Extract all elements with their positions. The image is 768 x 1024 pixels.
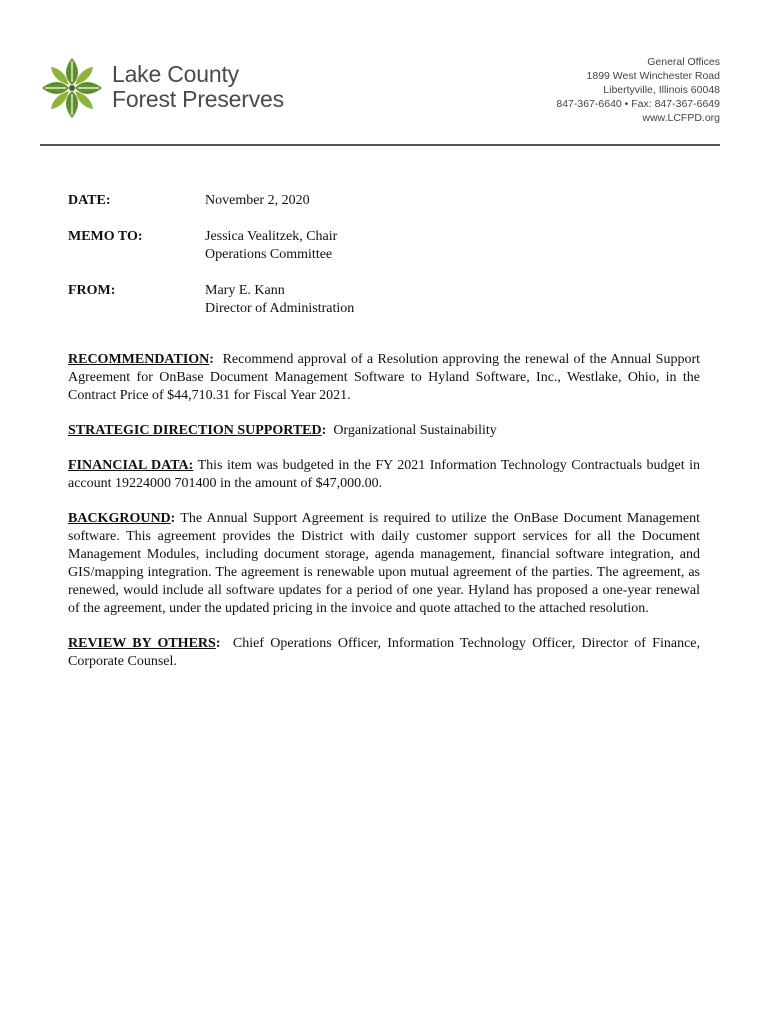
- memo-to-value: [205, 228, 337, 264]
- background-heading: BACKGROUND: [68, 511, 171, 526]
- org-name-line1: Lake County: [112, 61, 239, 87]
- office-contact-block: [556, 55, 720, 125]
- memo-header: [68, 192, 708, 336]
- strategic-paragraph: STRATEGIC DIRECTION SUPPORTED: Organizational Sustainability: [68, 423, 497, 438]
- recommendation-text: Recommend approval of a Resolution approving the renewal of the Annual Support Agreement for OnBase Document Management Software to Hyland Software, Inc., Westlake, Ohio, in the Contract Price of $44,710.31 for Fiscal Year 2021.: [68, 352, 700, 403]
- date-value: November 2, 2020: [205, 193, 310, 208]
- from-label: FROM:: [68, 283, 116, 298]
- from-row: [68, 282, 708, 318]
- review-paragraph: REVIEW BY OTHERS: Chief Operations Officer, Information Technology Officer, Director of Finance, Corporate Counsel.: [68, 636, 701, 669]
- from-title: Director of Administration: [205, 301, 355, 316]
- website-link[interactable]: www.LCFPD.org: [642, 112, 720, 124]
- phone-fax: 847-367-6640 • Fax: 847-367-6649: [556, 98, 720, 110]
- memo-to-name: Jessica Vealitzek, Chair: [205, 229, 338, 244]
- memo-body: [68, 351, 700, 688]
- date-label: DATE:: [68, 193, 111, 208]
- from-name: Mary E. Kann: [205, 283, 285, 298]
- header-divider: [40, 144, 720, 146]
- recommendation-paragraph: RECOMMENDATION: Recommend approval of a Resolution approving the renewal of the Annual Support Agreement for OnBase Document Management Software to Hyland Software, Inc., Westlake, Ohio, in the Contract Price of $44,710.31 for Fiscal Year 2021.: [68, 352, 700, 403]
- office-title: General Offices: [647, 56, 720, 68]
- strategic-heading: STRATEGIC DIRECTION SUPPORTED: [68, 423, 322, 438]
- memo-to-label: MEMO TO:: [68, 229, 143, 244]
- financial-text: This item was budgeted in the FY 2021 Information Technology Contractuals budget in account 19224000 701400 in the amount of $47,000.00.: [68, 458, 701, 491]
- leaf-cross-logo-icon: [40, 56, 104, 120]
- background-paragraph: BACKGROUND: The Annual Support Agreement is required to utilize the OnBase Document Management software. This agreement provides the District with daily customer support services for all the Document Management Modules, including document storage, agenda management, financial software integration, and GIS/mapping integration. The agreement is renewable upon mutual agreement of the parties. The agreement, as renewed, would include all software updates for a period of one year. Hyland has proposed a one-year renewal of the agreement, under the updated pricing in the invoice and quote attached to the attached resolution.: [68, 511, 700, 616]
- review-heading: REVIEW BY OTHERS: [68, 636, 216, 651]
- address-line2: Libertyville, Illinois 60048: [603, 84, 720, 96]
- strategic-text: Organizational Sustainability: [333, 423, 497, 438]
- recommendation-heading: RECOMMENDATION: [68, 352, 210, 367]
- letterhead: [40, 52, 720, 132]
- review-text: Chief Operations Officer, Information Technology Officer, Director of Finance, Corporate Counsel.: [68, 636, 701, 669]
- date-row: [68, 192, 708, 210]
- memo-to-title: Operations Committee: [205, 247, 333, 262]
- address-line1: 1899 West Winchester Road: [586, 70, 720, 82]
- from-value: [205, 282, 354, 318]
- financial-heading: FINANCIAL DATA:: [68, 458, 194, 473]
- background-text: The Annual Support Agreement is required to utilize the OnBase Document Management software. This agreement provides the District with daily customer support services for all the Document Management Modules, including document storage, agenda management, financial software integration, and GIS/mapping integration. The agreement is renewable upon mutual agreement of the parties. The agreement, as renewed, would include all software updates for a period of one year. Hyland has proposed a one-year renewal of the agreement, under the updated pricing in the invoice and quote attached to the attached resolution.: [68, 511, 700, 616]
- org-name: [112, 62, 284, 112]
- memo-to-row: [68, 228, 708, 264]
- financial-paragraph: [68, 457, 700, 493]
- org-name-line2: Forest Preserves: [112, 86, 284, 112]
